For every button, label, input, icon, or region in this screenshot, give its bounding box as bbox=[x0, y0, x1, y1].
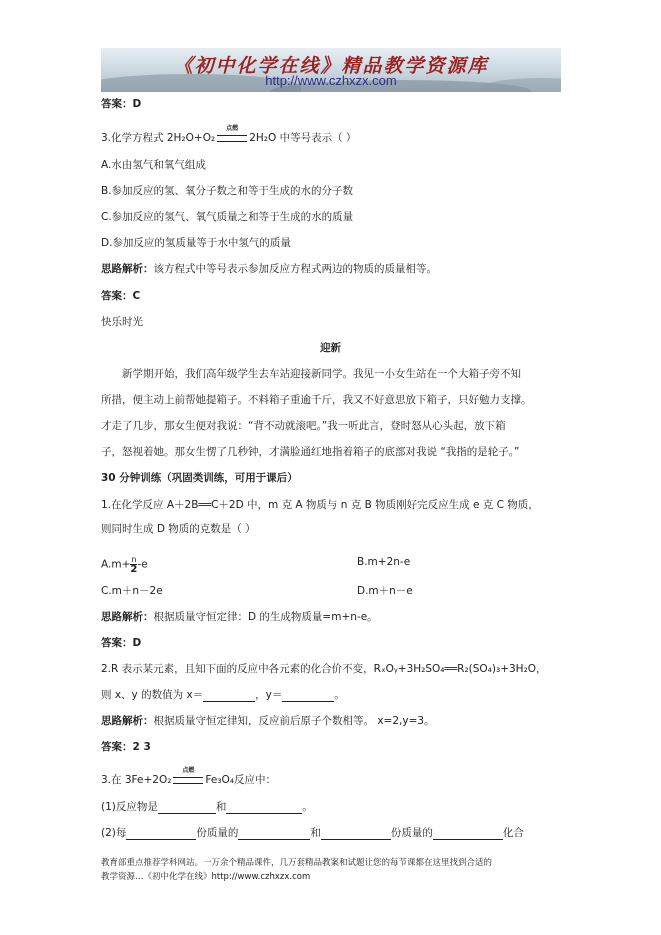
problem-2: 2.R 表示某元素，且知下面的反应中各元素的化合价不变，RₓOᵧ+3H₂SO₄══R₂(SO₄)₃+3H₂O， bbox=[101, 663, 547, 675]
choice-d: D.m＋n－e bbox=[357, 585, 413, 597]
answer-blank[interactable] bbox=[321, 827, 391, 840]
choice-b: B.m+2n-e bbox=[357, 556, 411, 568]
question-3-suffix: 2H₂O 中等号表示（ ） bbox=[249, 132, 357, 144]
problem-3-part-1 bbox=[101, 800, 313, 814]
problem-2-text: ，y＝ bbox=[255, 689, 283, 701]
story-paragraph-line: 新学期开始，我们高年级学生去车站迎接新同学。我见一小女生站在一个大箱子旁不知 bbox=[122, 368, 521, 380]
answer-line: 答案：C bbox=[101, 290, 141, 302]
section-heading: 快乐时光 bbox=[101, 316, 143, 328]
part-1-text: (1)反应物是 bbox=[101, 801, 158, 813]
option-b: B.参加反应的氢、氧分子数之和等于生成的水的分子数 bbox=[101, 185, 354, 197]
problem-1: 1.在化学反应 A＋2B══C＋2D 中，m 克 A 物质与 n 克 B 物质刚好完反应生成 e 克 C 物质， bbox=[101, 499, 539, 511]
problem-2-blanks bbox=[101, 688, 345, 702]
option-c: C.参加反应的氢气、氧气质量之和等于生成的水的质量 bbox=[101, 211, 354, 223]
choice-c: C.m＋n－2e bbox=[101, 585, 163, 597]
problem-3-prefix: 3.在 3Fe+2O₂ bbox=[101, 774, 172, 786]
reaction-arrow bbox=[171, 767, 205, 787]
analysis-text: 该方程式中等号表示参加反应方程式两边的物质的质量相等。 bbox=[153, 263, 437, 275]
fraction-numerator: n bbox=[131, 555, 137, 564]
analysis-label: 思路解析： bbox=[101, 611, 154, 623]
answer-blank[interactable] bbox=[158, 801, 216, 814]
analysis-text: 根据质量守恒定律：D 的生成物质量=m+n-e。 bbox=[153, 611, 378, 623]
answer-line: 答案：D bbox=[101, 637, 142, 649]
problem-2-text: 。 bbox=[334, 689, 345, 701]
story-paragraph-line: 子，怒视着她。那女生愣了几秒钟，才满脸通红地指着箱子的底部对我说 “我指的是轮子。” bbox=[101, 446, 520, 458]
answer-blank[interactable] bbox=[238, 827, 310, 840]
problem-2-text: 则 x、y 的数值为 x＝ bbox=[101, 689, 204, 701]
part-2-text: 份质量的 bbox=[390, 827, 433, 839]
analysis-line bbox=[101, 262, 437, 276]
answer-blank[interactable] bbox=[226, 801, 302, 814]
banner-url[interactable]: http://www.czhxzx.com bbox=[265, 73, 397, 88]
analysis-line bbox=[101, 610, 378, 624]
story-title: 迎新 bbox=[320, 342, 341, 354]
option-a: A.水由氢气和氧气组成 bbox=[101, 159, 206, 171]
answer-line: 答案：2 3 bbox=[101, 741, 151, 753]
choice-a bbox=[101, 555, 148, 574]
problem-3 bbox=[101, 767, 277, 787]
page-footer bbox=[101, 856, 571, 884]
answer-blank[interactable] bbox=[203, 689, 255, 702]
part-1-text: 和 bbox=[215, 801, 227, 813]
analysis-label: 思路解析： bbox=[101, 715, 154, 727]
header-banner bbox=[101, 48, 561, 92]
banner-title: 《初中化学在线》精品教学资源库 bbox=[173, 55, 489, 77]
question-3 bbox=[101, 125, 357, 145]
answer-line: 答案：D bbox=[101, 98, 142, 110]
analysis-text: 根据质量守恒定律知，反应前后原子个数相等。 x=2,y=3。 bbox=[153, 715, 435, 727]
reaction-arrow bbox=[215, 125, 249, 145]
answer-blank[interactable] bbox=[126, 827, 196, 840]
part-1-text: 。 bbox=[302, 801, 313, 813]
choice-a-prefix: A.m+ bbox=[101, 558, 131, 571]
part-2-text: 化合 bbox=[502, 827, 524, 839]
fraction-denominator: 2 bbox=[130, 564, 138, 575]
footer-line: 教学资源…《初中化学在线》http://www.czhxzx.com bbox=[101, 872, 311, 882]
choice-a-suffix: -e bbox=[137, 558, 148, 571]
answer-blank[interactable] bbox=[282, 689, 334, 702]
answer-blank[interactable] bbox=[433, 827, 503, 840]
analysis-line bbox=[101, 714, 435, 728]
story-paragraph-line: 所措，便主动上前帮她提箱子。不料箱子重逾千斤，我又不好意思放下箱子，只好勉力支撑。 bbox=[101, 394, 532, 406]
problem-3-part-2 bbox=[101, 826, 524, 840]
option-d: D.参加反应的氢质量等于水中氢气的质量 bbox=[101, 237, 291, 249]
analysis-label: 思路解析： bbox=[101, 263, 154, 275]
part-2-text: (2)每 bbox=[101, 827, 127, 839]
story-paragraph-line: 才走了几步，那女生便对我说：“背不动就滚吧。”我一听此言，登时怒从心头起，放下箱 bbox=[101, 420, 506, 432]
reaction-condition: 点燃 bbox=[226, 125, 239, 132]
section-heading: 30 分钟训练（巩固类训练，可用于课后） bbox=[101, 472, 298, 484]
question-3-prefix: 3.化学方程式 2H₂O+O₂ bbox=[101, 132, 216, 144]
problem-1-stem: 则同时生成 D 物质的克数是（ ） bbox=[101, 523, 256, 535]
part-2-text: 份质量的 bbox=[196, 827, 239, 839]
reaction-condition: 点燃 bbox=[182, 767, 195, 774]
footer-line: 教育部重点推荐学科网站。一万余个精品课件，几万套精品教案和试题让您的每节课都在这里找到合适的 bbox=[101, 858, 493, 868]
problem-3-suffix: Fe₃O₄反应中： bbox=[205, 774, 277, 786]
part-2-text: 和 bbox=[310, 827, 321, 839]
